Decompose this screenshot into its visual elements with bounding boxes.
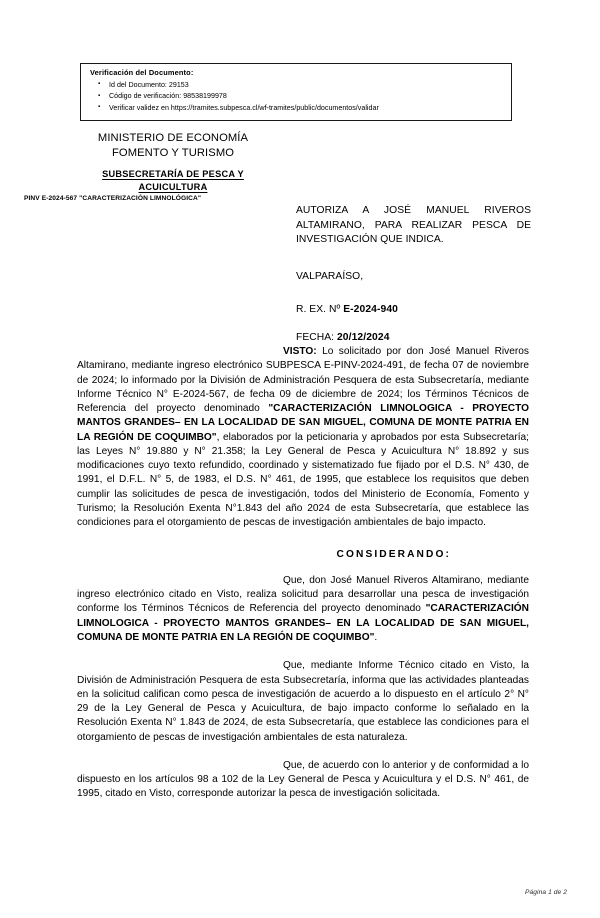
paragraph-considerando-3 [77,759,529,802]
visto-label: VISTO: [283,346,317,357]
ministry-line-1: MINISTERIO DE ECONOMÍA [97,132,249,144]
page-footer: Página 1 de 2 [525,889,567,896]
considerando-1-text-1: Que, don José Manuel Riveros Altamirano, mediante ingreso electrónico citado en Visto, realiza solicitud para desarrollar una pesca de investigación conforme los Términos Técnicos de Referencia del proyecto denominado [77,574,529,615]
date-label: FECHA: [296,331,337,343]
resolution-number: E-2024-940 [343,303,398,315]
header-right-block [296,204,531,343]
document-body [77,345,529,802]
visto-project-name: "CARACTERIZACIÓN LIMNOLOGICA - PROYECTO MANTOS GRANDES– EN LA LOCALIDAD DE SAN MIGUEL, COMUNA DE MONTE PATRIA EN LA REGIÓN DE COQUIMBO" [77,403,529,443]
verification-title: Verificación del Documento: [90,68,194,77]
paragraph-considerando-2 [77,659,529,745]
date-value: 20/12/2024 [336,331,390,343]
resolution-number-line [296,304,531,315]
city-line: VALPARAÍSO, [296,270,364,282]
considerando-3-text: Que, de acuerdo con lo anterior y de conformidad a lo dispuesto en los artículos 98 a 102 de la Ley General de Pesca y Acuicultura y el D.S. N° 461, de 1995, citado en Visto, corresponde autorizar la pesca de investigación solicitada. [77,759,529,800]
date-line [296,332,531,343]
project-reference-line: PINV E-2024-567 "CARACTERIZACIÓN LIMNOLÓGICA" [24,195,202,202]
verification-box [80,63,512,121]
document-subject: AUTORIZA A JOSÉ MANUEL RIVEROS ALTAMIRANO, PARA REALIZAR PESCA DE INVESTIGACIÓN QUE INDICA. [296,205,531,246]
considerando-2-text: Que, mediante Informe Técnico citado en Visto, la División de Administración Pesquera de esta Subsecretaría, informa que las actividades planteadas en la solicitud califican como pesca de investigación de acuerdo a lo dispuesto en el artículo 2° N° 29 de la Ley General de Pesca y Acuicultura, de bajo impacto conforme lo señalado en la Resolución Exenta N° 1.843 de 2024, de esta Subsecretaría, que establece las condiciones para el otorgamiento de pescas de investigación ambientales de esta naturaleza. [77,660,529,743]
considerando-1-text-2: . [374,632,378,644]
resolution-label: R. EX. Nº [296,303,344,315]
visto-text-2: , elaborados por la peticionaria y aprobados por esta Subsecretaría; las Leyes N° 19.880 y N° 21.358; la Ley General de Pesca y Acuicultura N° 18.892 y sus modificaciones cuyo texto refundido, coordinado y sistematizado fue fijado por el D.S. N° 430, de 1991, el D.F.L. N° 5, de 1983, el D.S. N° 461, de 1995, que establece los requisitos que deben cumplir las solicitudes de pesca de investigación, todos del Ministerio de Economía, Fomento y Turismo; la Resolución Exenta N°1.843 del año 2024 de esta Subsecretaría, que establece las condiciones para el otorgamiento de pescas de investigación ambientales de bajo impacto. [77,431,529,529]
verification-item-code: ▪ Código de verificación: 98538199978 [109,91,505,102]
subsecretaria-line-2: ACUICULTURA [138,181,208,192]
ministry-line-2: FOMENTO Y TURISMO [111,147,235,160]
verification-item-url: ▪ Verificar validez en https://tramites.subpesca.cl/wf-tramites/public/documentos/validar [109,103,505,114]
paragraph-considerando-1 [77,574,529,645]
considerando-1-project-name: "CARACTERIZACIÓN LIMNOLOGICA - PROYECTO MANTOS GRANDES– EN LA LOCALIDAD DE SAN MIGUEL, COMUNA DE MONTE PATRIA EN LA REGIÓN DE COQUIMBO" [77,603,529,644]
letterhead [44,131,302,193]
verification-item-id: ▪ Id del Documento: 29153 [109,80,505,91]
paragraph-visto [77,345,529,530]
subsecretaria-block [44,168,302,193]
considerando-heading: CONSIDERANDO: [336,549,451,561]
verification-list [87,80,505,114]
subsecretaria-line-1: SUBSECRETARÍA DE PESCA Y [102,169,244,180]
visto-text-1: Lo solicitado por don José Manuel Riveros Altamirano, mediante ingreso electrónico SUBPESCA E-PINV-2024-491, de fecha 07 de noviembre de 2024; lo informado por la División de Administración Pesquera de esta Subsecretaría, mediante Informe Técnico N° E-2024-567, de fecha 09 de diciembre de 2024; los Términos Técnicos de Referencia del proyecto denominado [77,346,529,415]
